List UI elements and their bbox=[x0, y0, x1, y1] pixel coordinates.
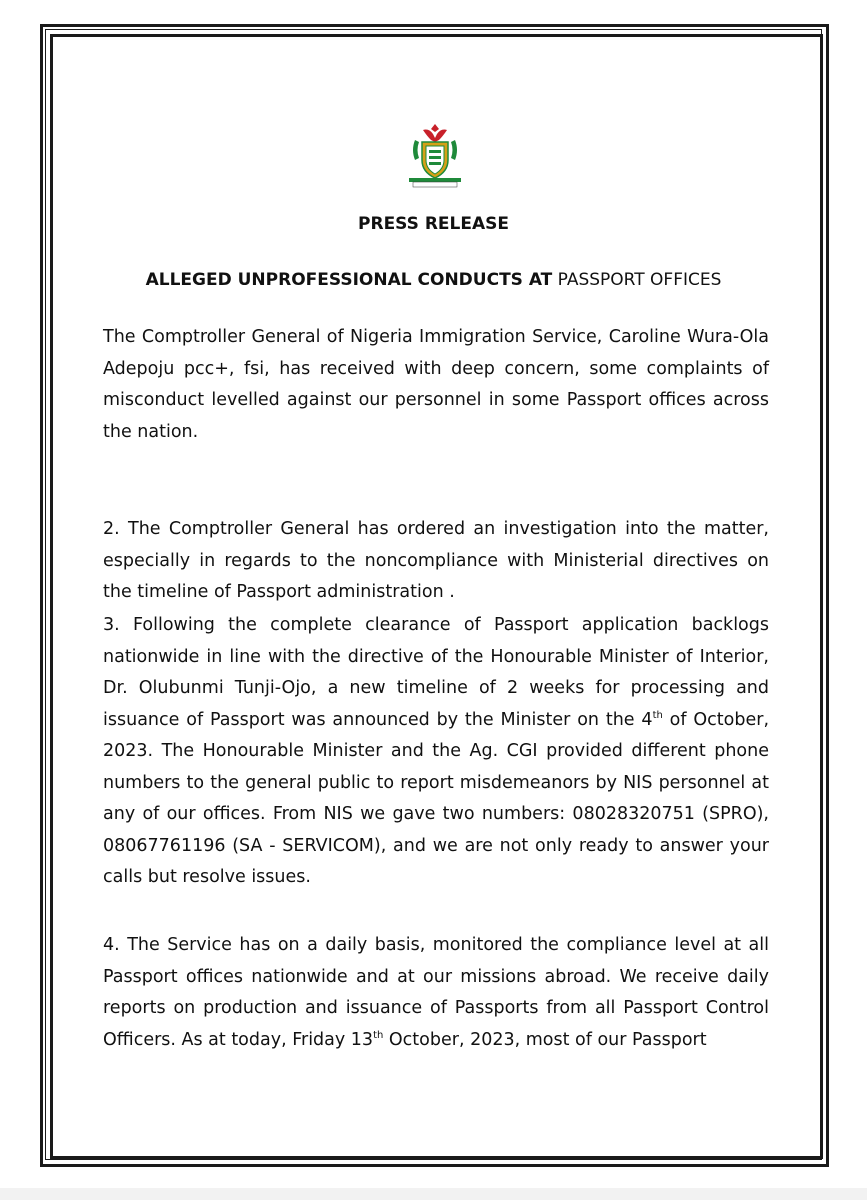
ordinal-suffix: th bbox=[652, 709, 663, 721]
paragraph-2: 2. The Comptroller General has ordered an investigation into the matter, especially in regards to the noncompliance with Ministerial directives on the timeline of Passport administration . bbox=[103, 519, 769, 602]
paragraph-4-part-a: 4. The Service has on a daily basis, monitored the compliance level at all Passport offices nationwide and at our missions abroad. We receive daily reports on production and issuance of Passports from all Passport Control Officers. As at today, Friday 13 bbox=[103, 935, 769, 1050]
subtitle-bold: ALLEGED UNPROFESSIONAL CONDUCTS AT bbox=[145, 270, 553, 290]
subtitle-rest: PASSPORT OFFICES bbox=[552, 270, 722, 290]
paragraph-3-part-b: of October, 2023. The Honourable Minister and the Ag. CGI provided different phone numbers to the general public to report misdemeanors by NIS personnel at any of our offices. From NIS we gave two numbers: 08028320751 (SPRO), 08067761196 (SA - SERVICOM), and we are not only ready to answer your calls but resolve issues. bbox=[103, 709, 770, 887]
paragraph-3 bbox=[103, 610, 769, 894]
paragraph-3-part-a: 3. Following the complete clearance of Passport application backlogs nationwide in line with the directive of the Honourable Minister of Interior, Dr. Olubunmi Tunji-Ojo, a new timeline of 2 weeks for processing and issuance of Passport was announced by the Minister on the 4 bbox=[103, 615, 769, 730]
paragraph-4-part-b: October, 2023, most of our Passport bbox=[383, 1029, 707, 1050]
nigeria-immigration-crest-icon bbox=[405, 120, 465, 188]
paragraph-1: The Comptroller General of Nigeria Immigration Service, Caroline Wura-Ola Adepoju pcc+, fsi, has received with deep concern, some complaints of misconduct levelled against our personnel in some Passport offices across the nation. bbox=[103, 327, 769, 442]
ordinal-suffix: th bbox=[373, 1029, 384, 1041]
document-subtitle bbox=[50, 270, 817, 290]
paragraph-4 bbox=[103, 930, 769, 1056]
press-release-title: PRESS RELEASE bbox=[358, 214, 509, 234]
